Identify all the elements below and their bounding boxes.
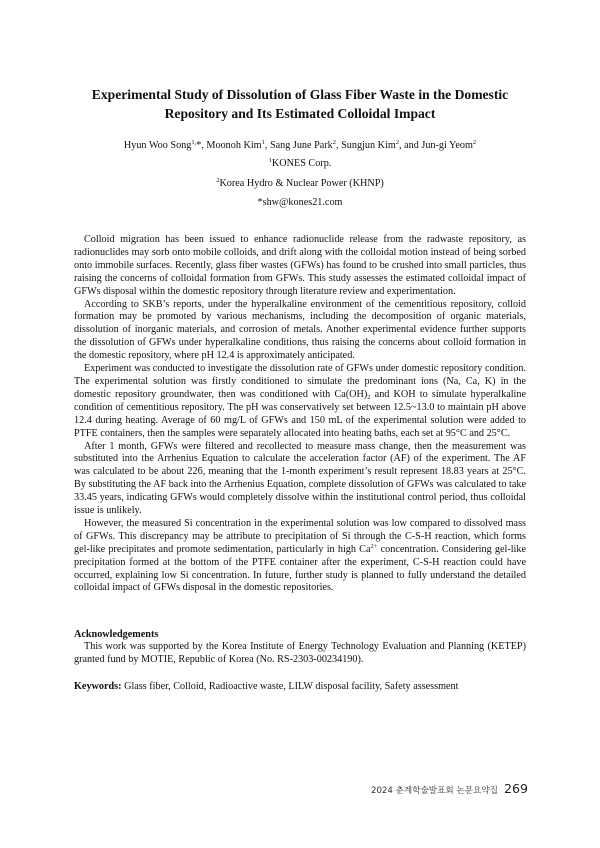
affiliation-number: 1 xyxy=(268,157,272,164)
paragraph xyxy=(74,518,526,595)
proceedings-title: 2024 춘계학술발표회 논문요약집 xyxy=(371,786,498,796)
affiliation-2 xyxy=(40,177,560,191)
affiliation-name: KONES Corp. xyxy=(271,158,332,169)
acknowledgements-text: This work was supported by the Korea Institute of Energy Technology Evaluation and Planning (KETEP) granted fund by MOTIE, Republic of Korea (No. RS-2303-00234190). xyxy=(74,641,526,665)
author-affiliation-mark: 2 xyxy=(332,139,337,146)
superscript: 2+ xyxy=(370,542,378,550)
author-affiliation-mark: 2 xyxy=(472,139,477,146)
acknowledgements-heading: Acknowledgements xyxy=(74,629,159,640)
title-line-1: Experimental Study of Dissolution of Glass Fiber Waste in the Domestic xyxy=(91,87,509,102)
author-affiliation-mark: 2 xyxy=(395,139,399,146)
paragraph: Colloid migration has been issued to enhance radionuclide release from the radwaste repository, as radionuclides may sorb onto mobile colloids, and drift along with the colloidal motion instead of being sorbed onto immobile surfaces. Recently, glass fiber wastes (GFWs) has found to be crushed into small particles, thus raising the concerns of colloidal formation from GFWs. This study assesses the estimated colloidal impact of GFWs disposal within the domestic repository through literature review and experimentation. xyxy=(74,234,526,297)
author-name: Sungjun Kim xyxy=(341,140,396,151)
corresponding-email: *shw@kones21.com xyxy=(257,197,343,208)
affiliation-1 xyxy=(40,157,560,171)
corresponding-author-mark: * xyxy=(196,140,202,151)
author-name: Jun-gi Yeom xyxy=(421,140,473,151)
paragraph: After 1 month, GFWs were filtered and recollected to measure mass change, then the measurement was substituted into the Arrhenius Equation to calculate the acceleration factor (AF) of the experiment. The AF was calculated to be about 226, meaning that the 1-month experiment’s result represent 18.83 years at 25°C. By substituting the AF back into the Arrhenius Equation, complete dissolution of GFWs was calculated to take 33.45 years, indicating GFWs would completely dissolve within the institutional control period, thus colloidal issue is unlikely. xyxy=(74,440,526,517)
keywords-label: Keywords: xyxy=(74,681,122,692)
subscript: 2 xyxy=(367,393,371,401)
keywords xyxy=(74,680,526,693)
paragraph-text: However, the measured Si concentration in the experimental solution was low compared to dissolved mass of GFWs. This discrepancy may be attribute to precipitation of Si through the C-S-H reaction, which forms gel-like precipitates and promote sedimentation, particularly in high Ca xyxy=(74,517,526,555)
author-name: Moonoh Kim xyxy=(206,140,262,151)
title-line-2: Repository and Its Estimated Colloidal Impact xyxy=(164,106,436,121)
paragraph-text: concentration. Considering gel-like precipitation formed at the bottom of the PTFE container after the experiment, C-S-H reaction could have occurred, explaining low Si concentration. In future, further study is planned to fully understand the detailed colloidal impact of GFWs disposal in the domestic repositories. xyxy=(74,543,527,594)
paragraph xyxy=(74,363,526,440)
author-name: Hyun Woo Song xyxy=(123,140,192,151)
affiliation-number: 2 xyxy=(216,177,220,184)
paper-title xyxy=(60,85,540,123)
paragraph-text: and KOH to simulate hyperalkaline condition of cementitious repository. The pH was conservatively set between 12.5~13.0 to maintain pH above 12.4 during heating. Average of 60 mg/L of GFWs and 150 mL of the experimental solution were added to PTFE containers, then the samples were separately allocated into heating baths, each set at 95°C and 25°C. xyxy=(74,388,526,439)
abstract-body xyxy=(74,234,526,595)
affiliation-name: Korea Hydro & Nuclear Power (KHNP) xyxy=(219,178,384,189)
author-affiliation-mark: 1, xyxy=(191,139,197,146)
page-number: 269 xyxy=(503,781,528,796)
paragraph-text: Experiment was conducted to investigate the dissolution rate of GFWs under domestic repository condition. The experimental solution was firstly conditioned to simulate the predominant ions (Na, Ca, K) in the domestic repository groundwater, then was conditioned with Ca(OH) xyxy=(74,363,526,400)
page-footer xyxy=(371,781,528,796)
author-list: Hyun Woo Song$^{1,}$*, Moonoh Kim$^1$, Sang June Park$^2$, Sungjun Kim$^2$, and Jun-gi Yeom$^2$ xyxy=(123,139,477,151)
author-affiliation-mark: 1 xyxy=(261,139,265,146)
author-name: Sang June Park xyxy=(269,140,333,151)
keywords-text: Glass fiber, Colloid, Radioactive waste, LILW disposal facility, Safety assessment xyxy=(124,681,459,692)
paragraph: According to SKB’s reports, under the hyperalkaline environment of the cementitious repository, colloid formation may be promoted by various mechanisms, including the decomposition of organic materials, dissolution of inorganic materials, and corrosion of metals. Another experimental evidence further supports the dissolution of GFWs under hyperalkaline conditions, thus raising the concerns about colloid formation in the domestic repository, where pH 12.4 is approximately anticipated. xyxy=(74,298,526,362)
